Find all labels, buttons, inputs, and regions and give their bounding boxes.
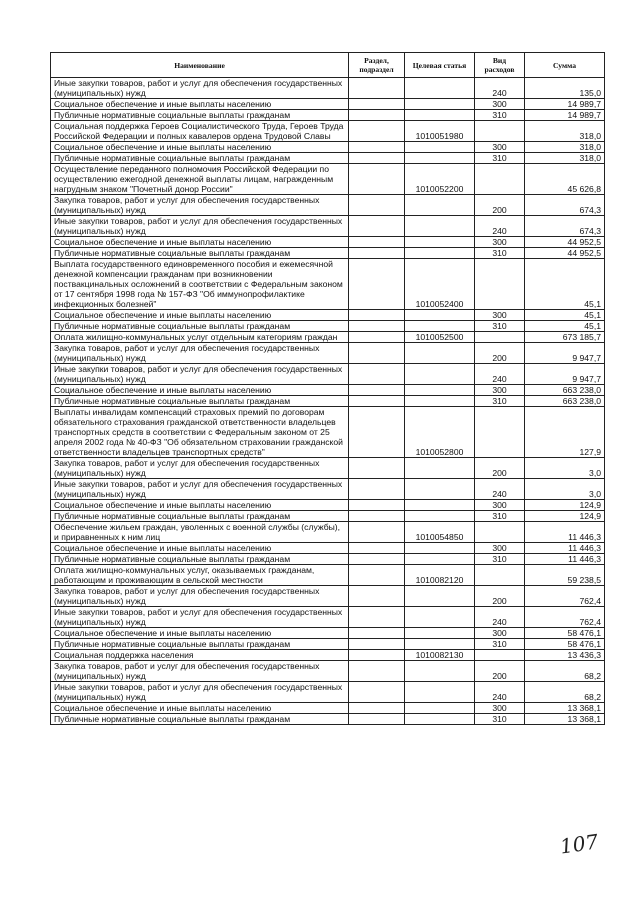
cell-summa: 673 185,7: [525, 332, 605, 343]
cell-name: Закупка товаров, работ и услуг для обеспечения государственных (муниципальных) нужд: [51, 343, 349, 364]
cell-name: Оплата жилищно-коммунальных услуг, оказываемых гражданам, работающим и проживающим в сельской местности: [51, 565, 349, 586]
cell-celevaya: 1010052800: [405, 407, 475, 458]
cell-name: Иные закупки товаров, работ и услуг для обеспечения государственных (муниципальных) нужд: [51, 78, 349, 99]
cell-name: Публичные нормативные социальные выплаты гражданам: [51, 248, 349, 259]
cell-razdel: [349, 554, 405, 565]
cell-razdel: [349, 237, 405, 248]
cell-vid: 300: [475, 142, 525, 153]
cell-razdel: [349, 364, 405, 385]
cell-vid: 300: [475, 543, 525, 554]
budget-table-page: [50, 52, 604, 725]
cell-razdel: [349, 343, 405, 364]
cell-name: Социальное обеспечение и иные выплаты населению: [51, 500, 349, 511]
cell-vid: 310: [475, 248, 525, 259]
cell-celevaya: [405, 110, 475, 121]
cell-razdel: [349, 607, 405, 628]
cell-celevaya: [405, 396, 475, 407]
cell-vid: 310: [475, 110, 525, 121]
cell-razdel: [349, 682, 405, 703]
table-row: [51, 703, 605, 714]
cell-summa: 127,9: [525, 407, 605, 458]
cell-vid: 240: [475, 216, 525, 237]
table-row: [51, 586, 605, 607]
cell-vid: 300: [475, 99, 525, 110]
cell-summa: 318,0: [525, 142, 605, 153]
cell-vid: [475, 332, 525, 343]
cell-celevaya: [405, 195, 475, 216]
cell-summa: 663 238,0: [525, 396, 605, 407]
table-row: [51, 385, 605, 396]
cell-vid: 310: [475, 321, 525, 332]
cell-name: Социальная поддержка Героев Социалистического Труда, Героев Труда Российской Федерации и полных кавалеров ордена Трудовой Славы: [51, 121, 349, 142]
header-summa: Сумма: [525, 53, 605, 78]
cell-razdel: [349, 661, 405, 682]
cell-summa: 13 436,3: [525, 650, 605, 661]
cell-razdel: [349, 500, 405, 511]
cell-razdel: [349, 586, 405, 607]
cell-razdel: [349, 99, 405, 110]
table-row: [51, 110, 605, 121]
cell-summa: 58 476,1: [525, 639, 605, 650]
cell-vid: 200: [475, 195, 525, 216]
table-row: [51, 259, 605, 310]
cell-razdel: [349, 628, 405, 639]
cell-celevaya: 1010051980: [405, 121, 475, 142]
cell-vid: 240: [475, 364, 525, 385]
header-celevaya: Целевая статья: [405, 53, 475, 78]
table-header-row: [51, 53, 605, 78]
cell-vid: 200: [475, 661, 525, 682]
cell-summa: 45 626,8: [525, 164, 605, 195]
cell-name: Социальное обеспечение и иные выплаты населению: [51, 385, 349, 396]
table-row: [51, 458, 605, 479]
cell-name: Иные закупки товаров, работ и услуг для обеспечения государственных (муниципальных) нужд: [51, 364, 349, 385]
cell-celevaya: [405, 682, 475, 703]
cell-razdel: [349, 511, 405, 522]
cell-vid: 300: [475, 703, 525, 714]
cell-celevaya: [405, 216, 475, 237]
cell-celevaya: [405, 364, 475, 385]
cell-vid: 240: [475, 479, 525, 500]
cell-vid: [475, 565, 525, 586]
cell-summa: 68,2: [525, 661, 605, 682]
cell-celevaya: 1010052500: [405, 332, 475, 343]
page-number: 107: [558, 829, 600, 859]
table-row: [51, 216, 605, 237]
header-vid: Вид расходов: [475, 53, 525, 78]
table-row: [51, 121, 605, 142]
cell-celevaya: 1010052400: [405, 259, 475, 310]
cell-name: Выплата государственного единовременного пособия и ежемесячной денежной компенсации гражданам при возникновении поствакцинальных осложнений в соответствии с Федеральным законом от 17 сентября 1998 года № 157-ФЗ "Об иммунопрофилактике инфекционных болезней": [51, 259, 349, 310]
header-razdel: Раздел, подраздел: [349, 53, 405, 78]
cell-celevaya: [405, 153, 475, 164]
cell-razdel: [349, 703, 405, 714]
cell-summa: 13 368,1: [525, 714, 605, 725]
cell-summa: 59 238,5: [525, 565, 605, 586]
cell-razdel: [349, 385, 405, 396]
table-row: [51, 248, 605, 259]
cell-razdel: [349, 522, 405, 543]
cell-celevaya: [405, 78, 475, 99]
cell-razdel: [349, 639, 405, 650]
table-row: [51, 511, 605, 522]
cell-name: Выплаты инвалидам компенсаций страховых премий по договорам обязательного страхования гражданской ответственности владельцев транспортных средств в соответствии с Федеральным законом от 25 апреля 2002 года № 40-ФЗ "Об обязательном страховании гражданской ответственности владельцев транспортных средств": [51, 407, 349, 458]
cell-celevaya: [405, 661, 475, 682]
cell-summa: 135,0: [525, 78, 605, 99]
cell-celevaya: [405, 321, 475, 332]
cell-celevaya: [405, 237, 475, 248]
cell-summa: 13 368,1: [525, 703, 605, 714]
table-row: [51, 607, 605, 628]
cell-razdel: [349, 565, 405, 586]
table-row: [51, 321, 605, 332]
table-row: [51, 407, 605, 458]
cell-celevaya: [405, 310, 475, 321]
cell-celevaya: [405, 500, 475, 511]
cell-name: Закупка товаров, работ и услуг для обеспечения государственных (муниципальных) нужд: [51, 458, 349, 479]
cell-vid: 200: [475, 343, 525, 364]
table-row: [51, 543, 605, 554]
table-row: [51, 164, 605, 195]
cell-celevaya: 1010054850: [405, 522, 475, 543]
cell-vid: 310: [475, 153, 525, 164]
cell-summa: 45,1: [525, 321, 605, 332]
cell-summa: 68,2: [525, 682, 605, 703]
cell-razdel: [349, 216, 405, 237]
cell-razdel: [349, 195, 405, 216]
cell-name: Иные закупки товаров, работ и услуг для обеспечения государственных (муниципальных) нужд: [51, 216, 349, 237]
cell-summa: 663 238,0: [525, 385, 605, 396]
cell-summa: 3,0: [525, 479, 605, 500]
cell-vid: 310: [475, 639, 525, 650]
cell-name: Закупка товаров, работ и услуг для обеспечения государственных (муниципальных) нужд: [51, 195, 349, 216]
cell-name: Социальное обеспечение и иные выплаты населению: [51, 237, 349, 248]
cell-name: Социальное обеспечение и иные выплаты населению: [51, 703, 349, 714]
table-row: [51, 237, 605, 248]
cell-celevaya: 1010082120: [405, 565, 475, 586]
cell-razdel: [349, 458, 405, 479]
budget-table: [50, 52, 605, 725]
cell-razdel: [349, 332, 405, 343]
cell-name: Публичные нормативные социальные выплаты гражданам: [51, 554, 349, 565]
cell-name: Социальное обеспечение и иные выплаты населению: [51, 99, 349, 110]
cell-razdel: [349, 479, 405, 500]
cell-razdel: [349, 248, 405, 259]
table-row: [51, 554, 605, 565]
cell-razdel: [349, 321, 405, 332]
cell-vid: [475, 650, 525, 661]
header-name: Наименование: [51, 53, 349, 78]
cell-vid: [475, 121, 525, 142]
cell-celevaya: [405, 248, 475, 259]
cell-razdel: [349, 543, 405, 554]
cell-summa: 11 446,3: [525, 554, 605, 565]
cell-celevaya: 1010052200: [405, 164, 475, 195]
cell-vid: 300: [475, 237, 525, 248]
cell-razdel: [349, 259, 405, 310]
cell-name: Социальное обеспечение и иные выплаты населению: [51, 142, 349, 153]
cell-razdel: [349, 714, 405, 725]
cell-summa: 44 952,5: [525, 237, 605, 248]
cell-name: Обеспечение жильем граждан, уволенных с военной службы (службы), и приравненных к ним лиц: [51, 522, 349, 543]
cell-celevaya: [405, 142, 475, 153]
table-row: [51, 661, 605, 682]
cell-razdel: [349, 164, 405, 195]
cell-razdel: [349, 650, 405, 661]
cell-summa: 318,0: [525, 153, 605, 164]
cell-name: Публичные нормативные социальные выплаты гражданам: [51, 511, 349, 522]
cell-razdel: [349, 407, 405, 458]
table-row: [51, 153, 605, 164]
table-row: [51, 142, 605, 153]
cell-name: Иные закупки товаров, работ и услуг для обеспечения государственных (муниципальных) нужд: [51, 607, 349, 628]
cell-name: Иные закупки товаров, работ и услуг для обеспечения государственных (муниципальных) нужд: [51, 479, 349, 500]
table-row: [51, 343, 605, 364]
cell-vid: [475, 259, 525, 310]
cell-name: Закупка товаров, работ и услуг для обеспечения государственных (муниципальных) нужд: [51, 661, 349, 682]
cell-name: Публичные нормативные социальные выплаты гражданам: [51, 396, 349, 407]
cell-summa: 11 446,3: [525, 543, 605, 554]
table-row: [51, 565, 605, 586]
cell-summa: 3,0: [525, 458, 605, 479]
table-row: [51, 500, 605, 511]
cell-summa: 14 989,7: [525, 110, 605, 121]
cell-vid: 310: [475, 396, 525, 407]
cell-summa: 9 947,7: [525, 364, 605, 385]
cell-celevaya: [405, 458, 475, 479]
cell-celevaya: [405, 479, 475, 500]
cell-summa: 45,1: [525, 259, 605, 310]
cell-summa: 58 476,1: [525, 628, 605, 639]
cell-name: Социальное обеспечение и иные выплаты населению: [51, 628, 349, 639]
cell-name: Иные закупки товаров, работ и услуг для обеспечения государственных (муниципальных) нужд: [51, 682, 349, 703]
cell-celevaya: [405, 385, 475, 396]
cell-summa: 762,4: [525, 607, 605, 628]
cell-vid: 200: [475, 586, 525, 607]
table-row: [51, 479, 605, 500]
cell-vid: 240: [475, 78, 525, 99]
cell-summa: 44 952,5: [525, 248, 605, 259]
cell-celevaya: 1010082130: [405, 650, 475, 661]
cell-vid: 310: [475, 511, 525, 522]
table-row: [51, 78, 605, 99]
table-row: [51, 650, 605, 661]
cell-name: Социальная поддержка населения: [51, 650, 349, 661]
cell-celevaya: [405, 714, 475, 725]
cell-vid: 310: [475, 714, 525, 725]
cell-celevaya: [405, 99, 475, 110]
cell-summa: 9 947,7: [525, 343, 605, 364]
cell-summa: 45,1: [525, 310, 605, 321]
cell-celevaya: [405, 586, 475, 607]
cell-vid: 300: [475, 310, 525, 321]
cell-name: Публичные нормативные социальные выплаты гражданам: [51, 714, 349, 725]
cell-razdel: [349, 142, 405, 153]
cell-celevaya: [405, 639, 475, 650]
table-row: [51, 639, 605, 650]
cell-vid: 300: [475, 385, 525, 396]
cell-name: Оплата жилищно-коммунальных услуг отдельным категориям граждан: [51, 332, 349, 343]
cell-celevaya: [405, 543, 475, 554]
table-row: [51, 310, 605, 321]
cell-razdel: [349, 153, 405, 164]
cell-celevaya: [405, 607, 475, 628]
cell-razdel: [349, 78, 405, 99]
cell-vid: 300: [475, 628, 525, 639]
cell-vid: 200: [475, 458, 525, 479]
cell-summa: 674,3: [525, 195, 605, 216]
cell-celevaya: [405, 511, 475, 522]
cell-vid: [475, 522, 525, 543]
cell-vid: 240: [475, 682, 525, 703]
table-row: [51, 332, 605, 343]
cell-razdel: [349, 310, 405, 321]
table-row: [51, 628, 605, 639]
cell-vid: [475, 164, 525, 195]
cell-summa: 318,0: [525, 121, 605, 142]
cell-summa: 124,9: [525, 511, 605, 522]
cell-summa: 124,9: [525, 500, 605, 511]
table-row: [51, 714, 605, 725]
cell-summa: 674,3: [525, 216, 605, 237]
table-row: [51, 522, 605, 543]
cell-vid: 310: [475, 554, 525, 565]
cell-summa: 11 446,3: [525, 522, 605, 543]
cell-vid: 300: [475, 500, 525, 511]
table-row: [51, 195, 605, 216]
cell-name: Публичные нормативные социальные выплаты гражданам: [51, 639, 349, 650]
cell-name: Социальное обеспечение и иные выплаты населению: [51, 543, 349, 554]
cell-celevaya: [405, 343, 475, 364]
cell-name: Закупка товаров, работ и услуг для обеспечения государственных (муниципальных) нужд: [51, 586, 349, 607]
cell-summa: 762,4: [525, 586, 605, 607]
cell-celevaya: [405, 554, 475, 565]
cell-celevaya: [405, 628, 475, 639]
table-row: [51, 99, 605, 110]
cell-celevaya: [405, 703, 475, 714]
cell-name: Социальное обеспечение и иные выплаты населению: [51, 310, 349, 321]
cell-name: Публичные нормативные социальные выплаты гражданам: [51, 153, 349, 164]
cell-summa: 14 989,7: [525, 99, 605, 110]
table-row: [51, 364, 605, 385]
table-row: [51, 396, 605, 407]
cell-vid: 240: [475, 607, 525, 628]
cell-vid: [475, 407, 525, 458]
cell-name: Публичные нормативные социальные выплаты гражданам: [51, 321, 349, 332]
table-row: [51, 682, 605, 703]
cell-name: Осуществление переданного полномочия Российской Федерации по осуществлению ежегодной денежной выплаты лицам, награжденным нагрудным знаком "Почетный донор России": [51, 164, 349, 195]
cell-name: Публичные нормативные социальные выплаты гражданам: [51, 110, 349, 121]
cell-razdel: [349, 110, 405, 121]
cell-razdel: [349, 396, 405, 407]
cell-razdel: [349, 121, 405, 142]
